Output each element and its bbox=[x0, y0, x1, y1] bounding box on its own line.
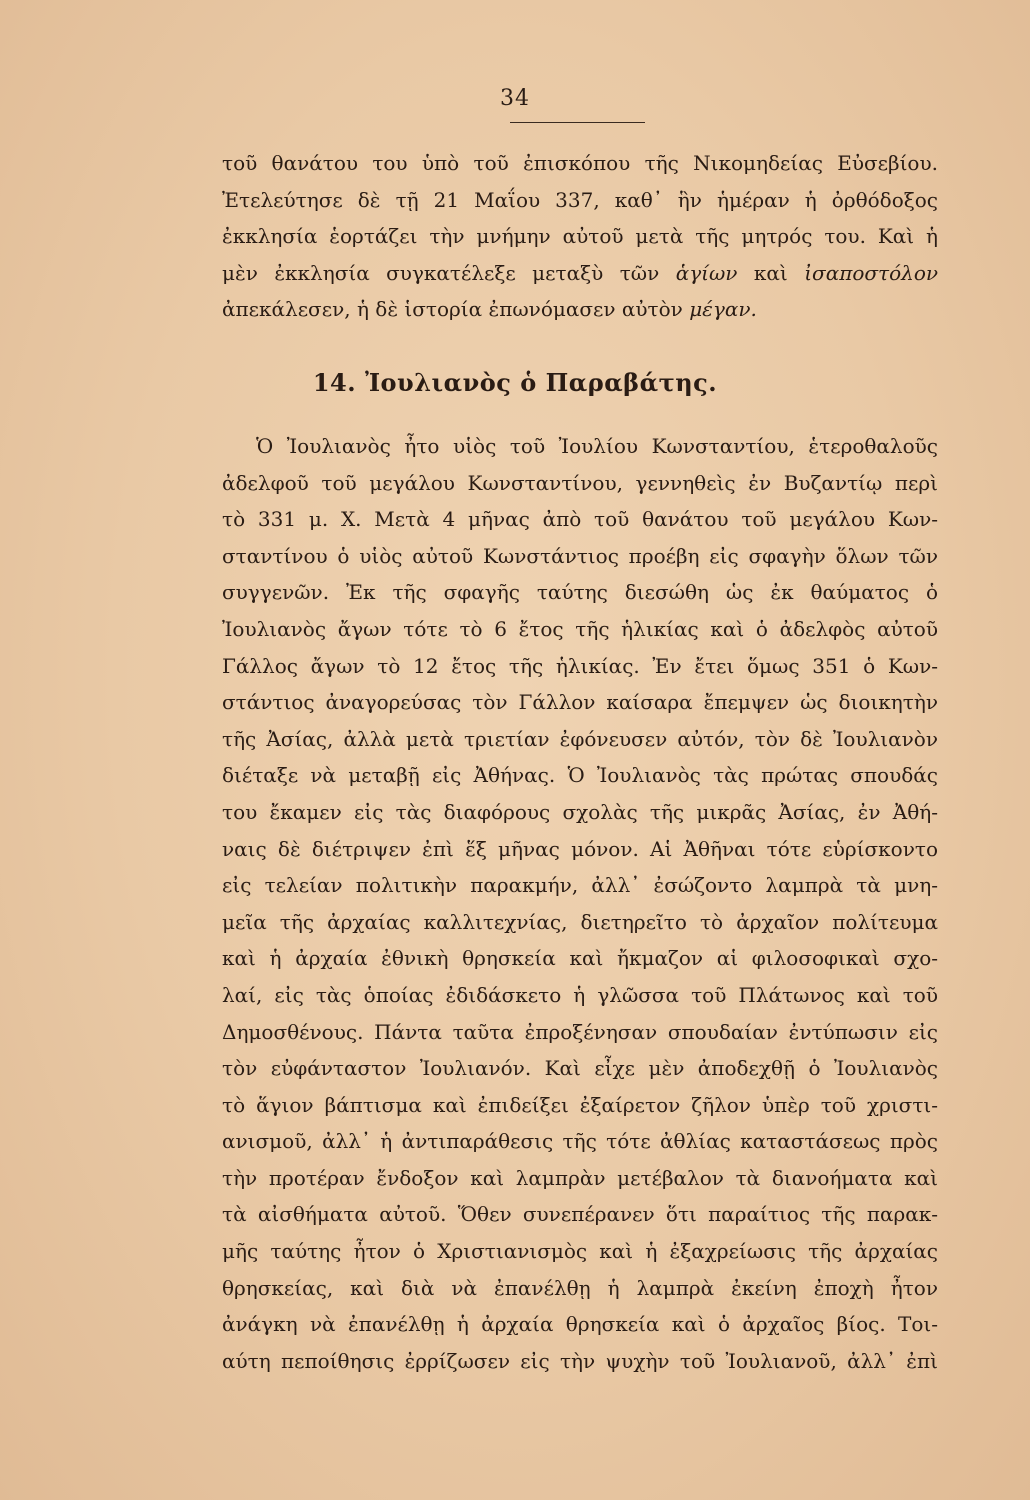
text-line: στάντιος ἀναγορεύσας τὸν Γάλλον καίσαρα ἔπεμψεν ὡς διοικητὴν bbox=[222, 690, 938, 715]
text-line: τὴν προτέραν ἔνδοξον καὶ λαμπρὰν μετέβαλον τὰ διανοήματα καὶ bbox=[222, 1165, 938, 1190]
text-line: αύτη πεποίθησις ἐρρίζωσεν εἰς τὴν ψυχὴν τοῦ Ἰουλιανοῦ, ἀλλ᾽ ἐπὶ bbox=[222, 1348, 938, 1373]
text-segment: καὶ bbox=[753, 260, 788, 285]
text-line: ἀδελφοῦ τοῦ μεγάλου Κωνσταντίνου, γεννηθεὶς ἐν Βυζαντίῳ περὶ bbox=[222, 470, 938, 495]
text-line: λαί, εἰς τὰς ὁποίας ἐδιδάσκετο ἡ γλῶσσα τοῦ Πλάτωνος καὶ τοῦ bbox=[222, 982, 938, 1007]
text-line: τὸ ἅγιον βάπτισμα καὶ ἐπιδείξει ἐξαίρετον ζῆλον ὑπὲρ τοῦ χριστι- bbox=[222, 1092, 938, 1117]
text-line: μεῖα τῆς ἀρχαίας καλλιτεχνίας, διετηρεῖτο τὸ ἀρχαῖον πολίτευμα bbox=[222, 909, 938, 934]
text-line: Ἐτελεύτησε δὲ τῇ 21 Μαΐου 337, καθ᾽ ἣν ἡμέραν ἡ ὀρθόδοξος bbox=[222, 187, 938, 212]
text-line: τῆς Ἀσίας, ἀλλὰ μετὰ τριετίαν ἐφόνευσεν αὐτόν, τὸν δὲ Ἰουλιανὸν bbox=[222, 726, 938, 751]
body-paragraph bbox=[222, 428, 938, 1379]
text-line bbox=[222, 255, 938, 292]
text-line: σταντίνου ὁ υἱὸς αὐτοῦ Κωνστάντιος προέβη εἰς σφαγὴν ὅλων τῶν bbox=[222, 543, 938, 568]
text-line: του ἔκαμεν εἰς τὰς διαφόρους σχολὰς τῆς μικρᾶς Ἀσίας, ἐν Ἀθή- bbox=[222, 799, 938, 824]
intro-paragraph bbox=[222, 145, 938, 328]
text-line: Ἰουλιανὸς ἄγων τότε τὸ 6 ἔτος τῆς ἡλικίας καὶ ὁ ἀδελφὸς αὐτοῦ bbox=[222, 616, 938, 641]
text-line: διέταξε νὰ μεταβῇ εἰς Ἀθήνας. Ὁ Ἰουλιανὸς τὰς πρώτας σπουδάς bbox=[222, 763, 938, 788]
text-line: θρησκείας, καὶ διὰ νὰ ἐπανέλθῃ ἡ λαμπρὰ ἐκείνη ἐποχὴ ἦτον bbox=[222, 1275, 938, 1300]
text-line: μῆς ταύτης ἦτον ὁ Χριστιανισμὸς καὶ ἡ ἐξαχρείωσις τῆς ἀρχαίας bbox=[222, 1239, 938, 1264]
text-line: ἀνάγκη νὰ ἐπανέλθῃ ἡ ἀρχαία θρησκεία καὶ ὁ ἀρχαῖος βίος. Τοι- bbox=[222, 1312, 938, 1337]
text-line: ανισμοῦ, ἀλλ᾽ ἡ ἀντιπαράθεσις τῆς τότε ἀθλίας καταστάσεως πρὸς bbox=[222, 1129, 938, 1154]
text-line: ἐκκλησία ἑορτάζει τὴν μνήμην αὐτοῦ μετὰ τῆς μητρός του. Καὶ ἡ bbox=[222, 224, 938, 249]
text-line: τὸ 331 μ. Χ. Μετὰ 4 μῆνας ἀπὸ τοῦ θανάτου τοῦ μεγάλου Κων- bbox=[222, 507, 938, 532]
italic-term: ἁγίων bbox=[675, 260, 738, 285]
text-line: εἰς τελείαν πολιτικὴν παρακμήν, ἀλλ᾽ ἐσώζοντο λαμπρὰ τὰ μνη- bbox=[222, 873, 938, 898]
section-heading: 14. Ἰουλιανὸς ὁ Παραβάτης. bbox=[312, 368, 718, 397]
header-rule bbox=[510, 122, 645, 123]
italic-term: μέγαν. bbox=[689, 297, 757, 322]
text-line: τὸν εὐφάνταστον Ἰουλιανόν. Καὶ εἶχε μὲν ἀποδεχθῇ ὁ Ἰουλιανὸς bbox=[222, 1056, 938, 1081]
text-line bbox=[222, 291, 938, 328]
page-number: 34 bbox=[500, 86, 530, 111]
italic-term: ἰσαποστόλον bbox=[804, 260, 938, 285]
text-segment: μὲν ἐκκλησία συγκατέλεξε μεταξὺ τῶν bbox=[222, 260, 660, 285]
text-line: Δημοσθένους. Πάντα ταῦτα ἐπροξένησαν σπουδαίαν ἐντύπωσιν εἰς bbox=[222, 1019, 938, 1044]
text-segment: ἀπεκάλεσεν, ἡ δὲ ἱστορία ἐπωνόμασεν αὐτὸν bbox=[222, 297, 683, 322]
text-line: καὶ ἡ ἀρχαία ἐθνικὴ θρησκεία καὶ ἤκμαζον αἱ φιλοσοφικαὶ σχο- bbox=[222, 946, 938, 971]
text-line: τὰ αἰσθήματα αὐτοῦ. Ὅθεν συνεπέρανεν ὅτι παραίτιος τῆς παρακ- bbox=[222, 1202, 938, 1227]
text-line: Ὁ Ἰουλιανὸς ἦτο υἱὸς τοῦ Ἰουλίου Κωνσταντίου, ἑτεροθαλοῦς bbox=[256, 434, 938, 458]
text-line: συγγενῶν. Ἐκ τῆς σφαγῆς ταύτης διεσώθη ὡς ἐκ θαύματος ὁ bbox=[222, 580, 938, 605]
text-line: Γάλλος ἄγων τὸ 12 ἔτος τῆς ἡλικίας. Ἐν ἔτει ὅμως 351 ὁ Κων- bbox=[222, 653, 938, 678]
text-line: τοῦ θανάτου του ὑπὸ τοῦ ἐπισκόπου τῆς Νικομηδείας Εὐσεβίου. bbox=[222, 151, 938, 175]
text-line: ναις δὲ διέτριψεν ἐπὶ ἕξ μῆνας μόνον. Αἱ Ἀθῆναι τότε εὑρίσκοντο bbox=[222, 836, 938, 861]
